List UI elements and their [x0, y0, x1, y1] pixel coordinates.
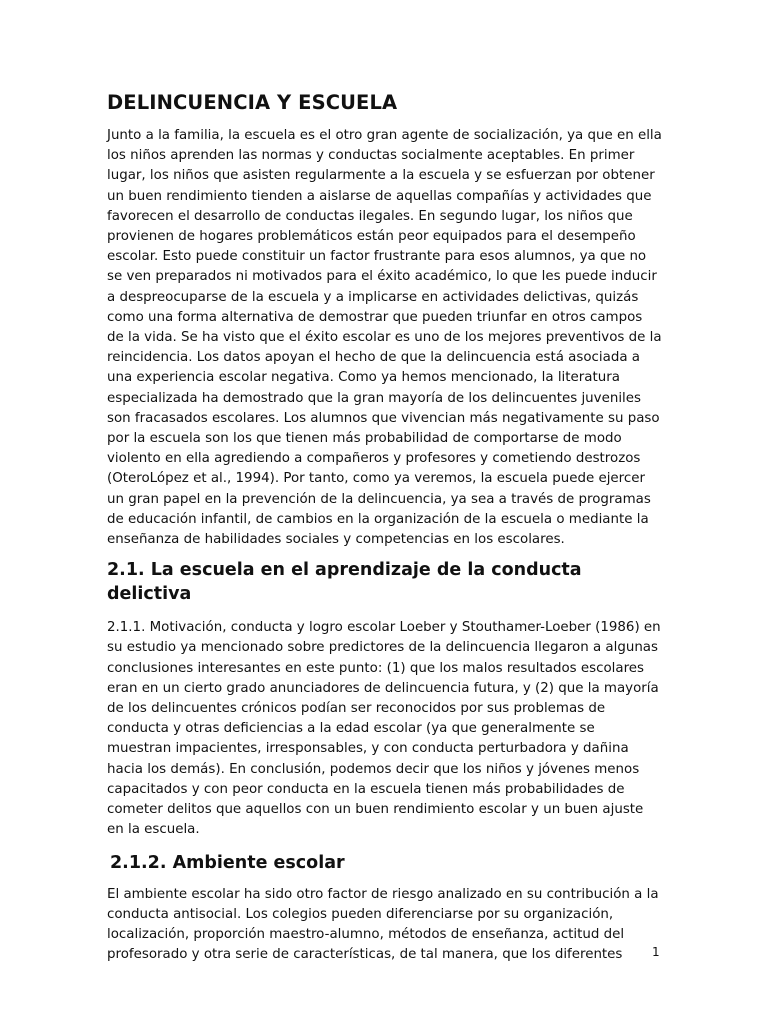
section-2-1-heading: 2.1. La escuela en el aprendizaje de la conducta delictiva: [107, 560, 582, 605]
section-2-1-2-paragraph: El ambiente escolar ha sido otro factor de riesgo analizado en su contribución a la conducta antisocial. Los colegios pueden diferenciarse por su organización, localización, proporción maestro-alumno, métodos de enseñanza, actitud del profesorado y otra serie de características, de tal manera, que los diferentes: [107, 886, 659, 963]
page-number: 1: [652, 945, 660, 959]
document-page: [107, 90, 663, 965]
intro-paragraph: Junto a la familia, la escuela es el otro gran agente de socialización, ya que en ella los niños aprenden las normas y conductas socialmente aceptables. En primer lugar, los niños que asisten regularmente a la escuela y se esfuerzan por obtener un buen rendimiento tienden a aislarse de aquellas compañías y actividades que favorecen el desarrollo de conductas ilegales. En segundo lugar, los niños que provienen de hogares problemáticos están peor equipados para el desempeño escolar. Esto puede constituir un factor frustrante para esos alumnos, ya que no se ven preparados ni motivados para el éxito académico, lo que les puede inducir a despreocuparse de la escuela y a implicarse en actividades delictivas, quizás como una forma alternativa de demostrar que pueden triunfar en otros campos de la vida. Se ha visto que el éxito escolar es uno de los mejores preventivos de la reincidencia. Los datos apoyan el hecho de que la delincuencia está asociada a una experiencia escolar negativa. Como ya hemos mencionado, la literatura especializada ha demostrado que la gran mayoría de los delincuentes juveniles son fracasados escolares. Los alumnos que vivencian más negativamente su paso por la escuela son los que tienen más probabilidad de comportarse de modo violento en ella agrediendo a compañeros y profesores y cometiendo destrozos (OteroLópez et al., 1994). Por tanto, como ya veremos, la escuela puede ejercer un gran papel en la prevención de la delincuencia, ya sea a través de programas de educación infantil, de cambios en la organización de la escuela o mediante la enseñanza de habilidades sociales y competencias en los escolares.: [107, 128, 662, 548]
section-2-1-1-paragraph: 2.1.1. Motivación, conducta y logro escolar Loeber y Stouthamer-Loeber (1986) en su estudio ya mencionado sobre predictores de la delincuencia llegaron a algunas conclusiones interesantes en este punto: (1) que los malos resultados escolares eran en un cierto grado anunciadores de delincuencia futura, y (2) que la mayoría de los delincuentes crónicos podían ser reconocidos por sus problemas de conducta y otras deficiencias a la edad escolar (ya que generalmente se muestran impacientes, irresponsables, y con conducta perturbadora y dañina hacia los demás). En conclusión, podemos decir que los niños y jóvenes menos capacitados y con peor conducta en la escuela tienen más probabilidades de cometer delitos que aquellos con un buen rendimiento escolar y un buen ajuste en la escuela.: [107, 620, 661, 838]
section-2-1-2-heading: 2.1.2. Ambiente escolar: [110, 852, 345, 873]
document-title: DELINCUENCIA Y ESCUELA: [107, 91, 398, 114]
